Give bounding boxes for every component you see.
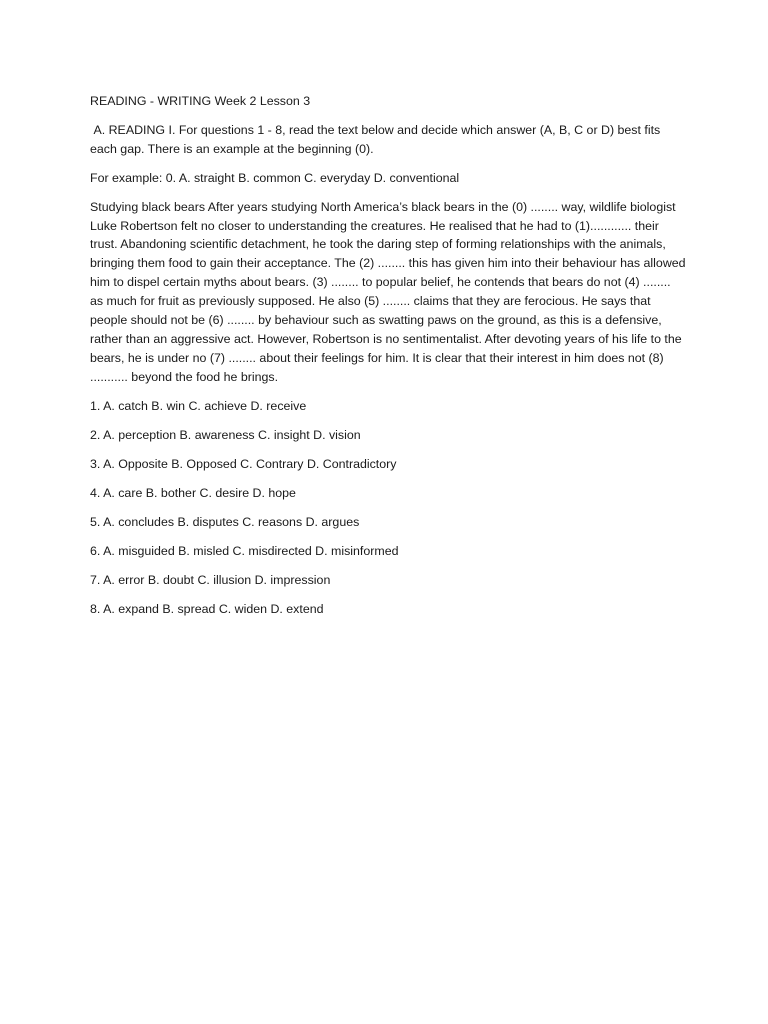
document-body <box>90 92 686 629</box>
example-line: For example: 0. A. straight B. common C. everyday D. conventional <box>90 170 460 185</box>
question-option-8: 8. A. expand B. spread C. widen D. extend <box>90 602 324 617</box>
question-option-1: 1. A. catch B. win C. achieve D. receive <box>90 398 307 413</box>
question-option-7: 7. A. error B. doubt C. illusion D. impression <box>90 573 331 588</box>
question-options-list <box>90 397 686 620</box>
question-option-2: 2. A. perception B. awareness C. insight D. vision <box>90 427 361 442</box>
instructions-paragraph: A. READING I. For questions 1 - 8, read the text below and decide which answer (A, B, C or D) best fits each gap. There is an example at the beginning (0). <box>90 122 664 156</box>
question-option-6: 6. A. misguided B. misled C. misdirected D. misinformed <box>90 544 399 559</box>
document-title: READING - WRITING Week 2 Lesson 3 <box>90 94 311 108</box>
passage-paragraph: Studying black bears After years studying North America’s black bears in the (0) ........ way, wildlife biologist Luke Robertson felt no closer to understanding the creatures. He realised that he had to (1)............ their trust. Abandoning scientific detachment, he took the daring step of forming relationships with the animals, bringing them food to gain their acceptance. The (2) ........ this has given him into their behaviour has allowed him to dispel certain myths about bears. (3) ........ to popular belief, he contends that bears do not (4) ........ as much for fruit as previously supposed. He also (5) ........ claims that they are ferocious. He says that people should not be (6) ........ by behaviour such as swatting paws on the ground, as this is a defensive, rather than an aggressive act. However, Robertson is no sentimentalist. After devoting years of his life to the bears, he is under no (7) ........ about their feelings for him. It is clear that their interest in him does not (8) ........... beyond the food he brings. <box>90 199 686 384</box>
question-option-5: 5. A. concludes B. disputes C. reasons D. argues <box>90 515 360 530</box>
question-option-4: 4. A. care B. bother C. desire D. hope <box>90 485 296 500</box>
question-option-3: 3. A. Opposite B. Opposed C. Contrary D. Contradictory <box>90 456 397 471</box>
